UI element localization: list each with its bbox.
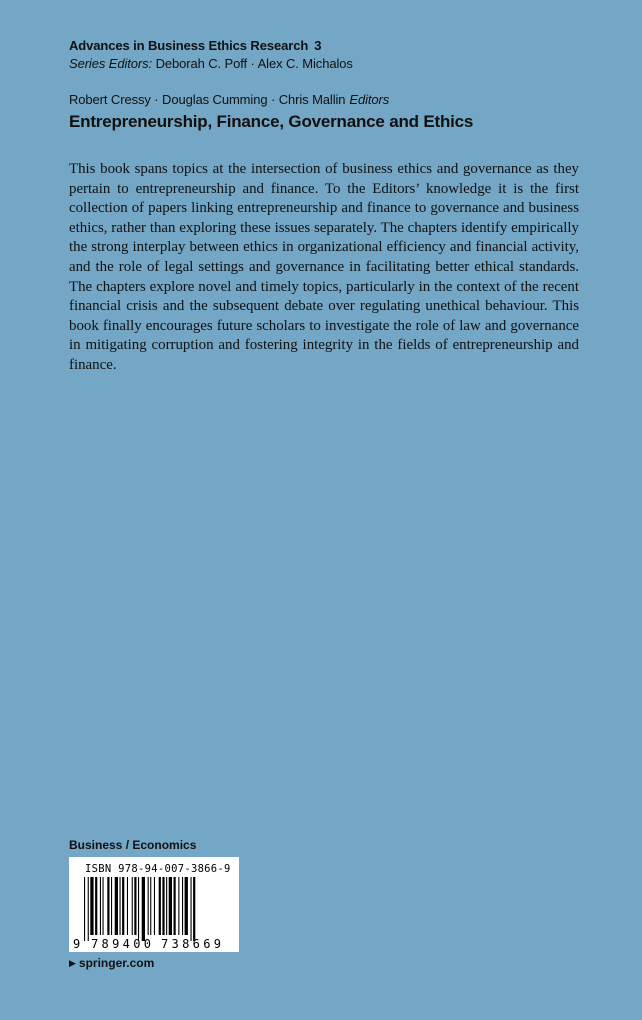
barcode-bar [134, 877, 136, 935]
publisher-link[interactable] [69, 956, 154, 970]
barcode-bar [122, 877, 124, 935]
barcode-bar [154, 877, 155, 935]
barcode-bar [166, 877, 167, 935]
barcode-bar [132, 877, 133, 935]
barcode-bar [148, 877, 149, 935]
series-editors-label: Series Editors: [69, 56, 153, 71]
barcode-bar [162, 877, 164, 935]
barcode-bar [111, 877, 112, 935]
series-block [69, 38, 353, 71]
series-name: Advances in Business Ethics Research [69, 38, 309, 53]
barcode-digits-left: 789400 [91, 937, 151, 951]
barcode-bar [150, 877, 151, 935]
book-description: This book spans topics at the intersection of business ethics and governance as they pertain to entrepreneurship and finance. To the Editors’ knowledge it is the first collection of papers linking entrepreneurship and finance to governance and business ethics, rather than exploring these issues separately. The chapters identify empirically the strong interplay between ethics in organizational efficiency and financial activity, and the role of legal settings and governance in facilitating better ethical standards. The chapters explore novel and timely topics, particularly in the context of the recent financial crisis and the subsequent debate over regulating unethical behaviour. This book finally encourages future scholars to investigate the role of law and governance in mitigating corruption and fostering integrity in the fields of entrepreneurship and finance. [69, 161, 579, 373]
publisher-url: springer.com [78, 956, 155, 970]
barcode-bar [115, 877, 118, 935]
barcode-bar [191, 877, 192, 941]
isbn-barcode [69, 857, 239, 952]
barcode-bar [185, 877, 188, 935]
book-editors-names: Robert Cressy · Douglas Cumming · Chris Mallin [69, 92, 346, 107]
barcode-bar [178, 877, 179, 935]
barcode-bar [90, 877, 93, 935]
book-editors-label: Editors [349, 92, 390, 107]
barcode-bar [103, 877, 104, 935]
isbn-label: ISBN 978-94-007-3866-9 [85, 863, 231, 875]
series-editors [69, 56, 353, 71]
barcode-bar [100, 877, 101, 935]
barcode-bar [107, 877, 109, 935]
barcode-bar [88, 877, 89, 941]
barcode-bar [182, 877, 183, 935]
series-title [69, 38, 353, 53]
barcode-digit-first: 9 [73, 937, 81, 951]
barcode-bar [174, 877, 176, 935]
barcode-bar [159, 877, 161, 935]
barcode-bar [138, 877, 139, 941]
barcode-bar [169, 877, 172, 935]
barcode-bar [127, 877, 128, 935]
series-editors-names: Deborah C. Poff · Alex C. Michalos [155, 56, 353, 71]
barcode-bar [84, 877, 85, 941]
barcode-bar [120, 877, 121, 935]
book-editors [69, 92, 389, 107]
book-title: Entrepreneurship, Finance, Governance and Ethics [69, 112, 474, 131]
barcode-digits-right: 738669 [161, 937, 221, 951]
series-volume: 3 [314, 38, 322, 53]
category-label: Business / Economics [69, 838, 197, 852]
barcode-bar [193, 877, 195, 941]
arrow-right-icon: ▶ [69, 958, 76, 968]
barcode-bar [142, 877, 145, 941]
barcode-graphic [69, 857, 239, 952]
barcode-bar [95, 877, 97, 935]
